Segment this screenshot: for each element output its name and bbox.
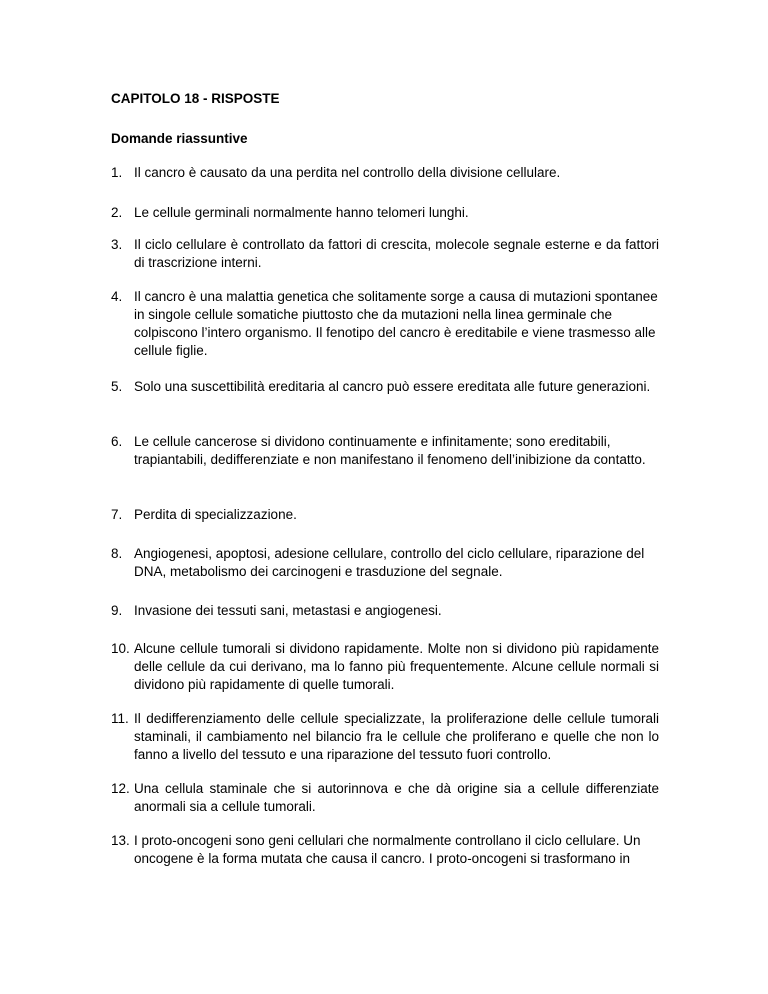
answer-text: Il cancro è una malattia genetica che solitamente sorge a causa di mutazioni spontanee in singole cellule somatiche piuttosto che da mutazioni nella linea germinale che colpiscono l’intero organismo. Il fenotipo del cancro è ereditabile e viene trasmesso alle cellule figlie. — [134, 289, 658, 358]
answer-item-6 — [111, 433, 659, 469]
answer-number: 4. — [111, 289, 123, 304]
answer-number: 13. — [111, 833, 130, 848]
answer-number: 6. — [111, 434, 123, 449]
answer-number: 8. — [111, 546, 123, 561]
section-heading: Domande riassuntive — [111, 131, 248, 146]
answer-item-4 — [111, 288, 659, 360]
document-title: CAPITOLO 18 - RISPOSTE — [111, 91, 280, 106]
answer-item-2 — [111, 204, 659, 222]
answer-text: Alcune cellule tumorali si dividono rapidamente. Molte non si dividono più rapidamente delle cellule da cui derivano, ma lo fanno più frequentemente. Alcune cellule normali si dividono più rapidamente di quelle tumorali. — [134, 641, 659, 692]
answer-text: Il ciclo cellulare è controllato da fattori di crescita, molecole segnale esterne e da fattori di trascrizione interni. — [134, 237, 659, 270]
answer-text: Le cellule cancerose si dividono continuamente e infinitamente; sono ereditabili, trapiantabili, dedifferenziate e non manifestano il fenomeno dell’inibizione da contatto. — [134, 434, 646, 467]
answer-number: 10. — [111, 641, 130, 656]
answer-text: Il cancro è causato da una perdita nel controllo della divisione cellulare. — [134, 165, 561, 180]
answer-number: 1. — [111, 165, 123, 180]
answer-number: 7. — [111, 507, 123, 522]
answer-item-3 — [111, 236, 659, 272]
answer-item-8 — [111, 545, 659, 581]
answer-text: Il dedifferenziamento delle cellule specializzate, la proliferazione delle cellule tumorali staminali, il cambiamento nel bilancio fra le cellule che proliferano e quelle che non lo fanno a livello del tessuto e una riparazione del tessuto fuori controllo. — [134, 711, 659, 762]
answer-item-10 — [111, 640, 659, 694]
answer-item-1 — [111, 164, 659, 182]
answer-text: I proto-oncogeni sono geni cellulari che normalmente controllano il ciclo cellulare. Un oncogene è la forma mutata che causa il cancro. I proto-oncogeni si trasformano in — [134, 833, 641, 866]
answer-text: Invasione dei tessuti sani, metastasi e angiogenesi. — [134, 603, 442, 618]
answer-item-5 — [111, 378, 659, 396]
answer-text: Solo una suscettibilità ereditaria al cancro può essere ereditata alle future generazioni. — [134, 379, 651, 394]
answer-text: Le cellule germinali normalmente hanno telomeri lunghi. — [134, 205, 469, 220]
answer-item-11 — [111, 710, 659, 764]
answer-number: 12. — [111, 781, 130, 796]
answer-number: 3. — [111, 237, 123, 252]
answer-number: 9. — [111, 603, 123, 618]
answer-number: 11. — [111, 711, 129, 726]
answer-number: 5. — [111, 379, 123, 394]
answer-item-13 — [111, 832, 659, 868]
answer-item-12 — [111, 780, 659, 816]
answer-item-7 — [111, 506, 659, 524]
answer-text: Una cellula staminale che si autorinnova e che dà origine sia a cellule differenziate anormali sia a cellule tumorali. — [134, 781, 659, 814]
answer-text: Angiogenesi, apoptosi, adesione cellulare, controllo del ciclo cellulare, riparazione del DNA, metabolismo dei carcinogeni e trasduzione del segnale. — [134, 546, 645, 579]
answer-text: Perdita di specializzazione. — [134, 507, 297, 522]
answer-number: 2. — [111, 205, 123, 220]
answer-item-9 — [111, 602, 659, 620]
